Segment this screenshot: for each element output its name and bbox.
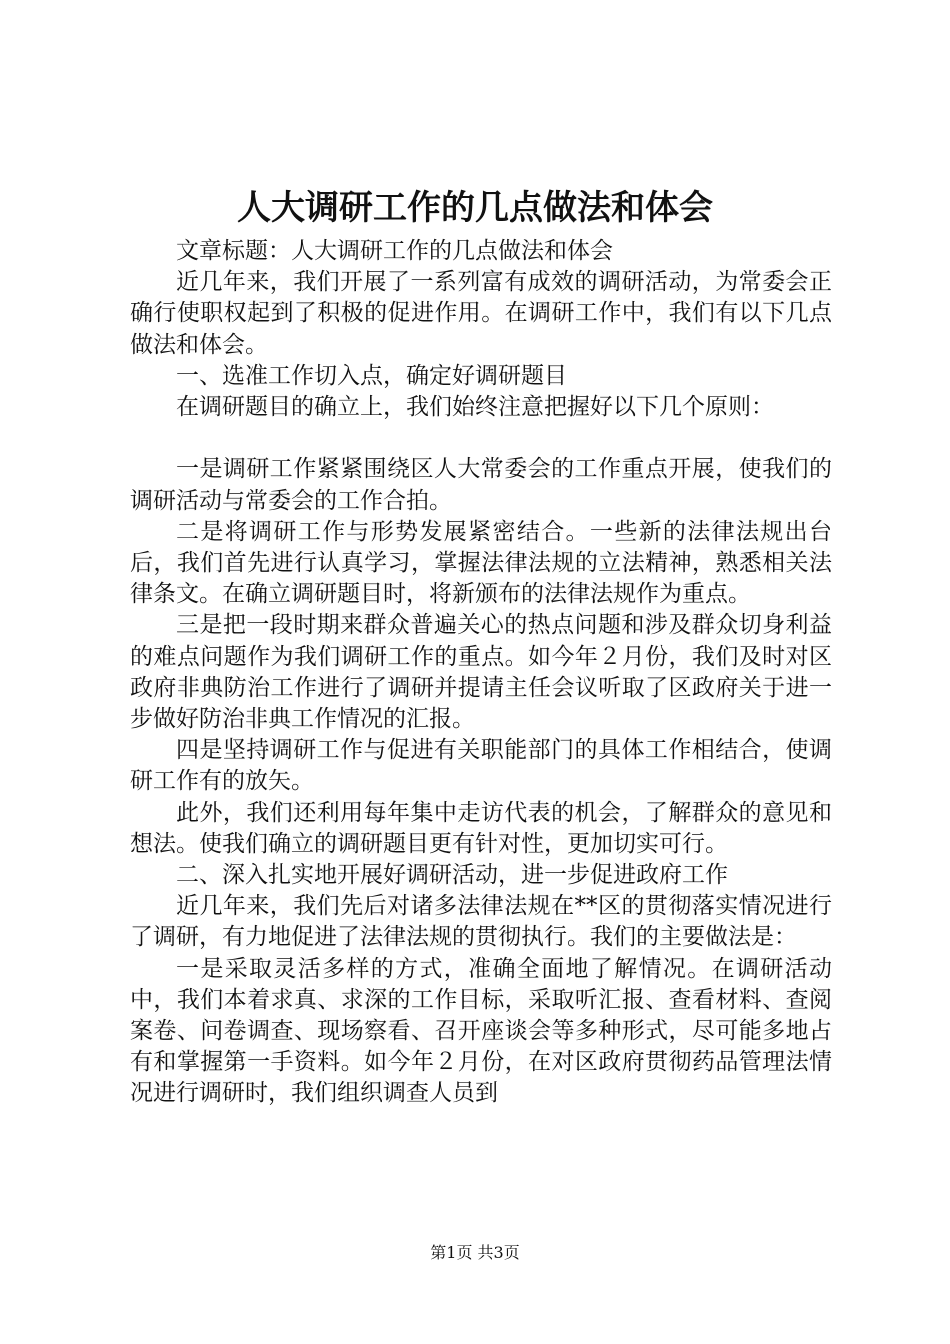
paragraph-intro: 近几年来，我们开展了一系列富有成效的调研活动，为常委会正确行使职权起到了积极的促进作用。在调研工作中，我们有以下几点做法和体会。	[130, 269, 832, 358]
page-number-footer: 第1页 共3页	[430, 1243, 520, 1262]
paragraph: 四是坚持调研工作与促进有关职能部门的具体工作相结合，使调研工作有的放矢。	[130, 737, 832, 795]
paragraph: 此外，我们还利用每年集中走访代表的机会，了解群众的意见和想法。使我们确立的调研题目更有针对性，更加切实可行。	[130, 799, 832, 857]
paragraph: 一是采取灵活多样的方式，准确全面地了解情况。在调研活动中，我们本着求真、求深的工作目标，采取听汇报、查看材料、查阅案卷、问卷调查、现场察看、召开座谈会等多种形式，尽可能多地占有和掌握第一手资料。如今年２月份，在对区政府贯彻药品管理法情况进行调研时，我们组织调查人员到	[130, 955, 832, 1107]
article-title-line: 文章标题：人大调研工作的几点做法和体会	[176, 238, 613, 264]
paragraph: 一是调研工作紧紧围绕区人大常委会的工作重点开展，使我们的调研活动与常委会的工作合拍。	[130, 456, 832, 514]
paragraph: 在调研题目的确立上，我们始终注意把握好以下几个原则：	[176, 394, 774, 421]
section-heading-2: 二、深入扎实地开展好调研活动，进一步促进政府工作	[176, 862, 728, 889]
section-heading-1: 一、选准工作切入点，确定好调研题目	[176, 362, 567, 389]
paragraph: 三是把一段时期来群众普遍关心的热点问题和涉及群众切身利益的难点问题作为我们调研工作的重点。如今年２月份，我们及时对区政府非典防治工作进行了调研并提请主任会议听取了区政府关于进一步做好防治非典工作情况的汇报。	[130, 612, 832, 733]
paragraph-spacer	[130, 423, 832, 454]
document-title: 人大调研工作的几点做法和体会	[237, 188, 713, 228]
paragraph: 二是将调研工作与形势发展紧密结合。一些新的法律法规出台后，我们首先进行认真学习，掌握法律法规的立法精神，熟悉相关法律条文。在确立调研题目时，将新颁布的法律法规作为重点。	[130, 518, 832, 608]
paragraph: 近几年来，我们先后对诸多法律法规在**区的贯彻落实情况进行了调研，有力地促进了法律法规的贯彻执行。我们的主要做法是：	[130, 893, 832, 951]
document-body	[130, 236, 832, 1110]
